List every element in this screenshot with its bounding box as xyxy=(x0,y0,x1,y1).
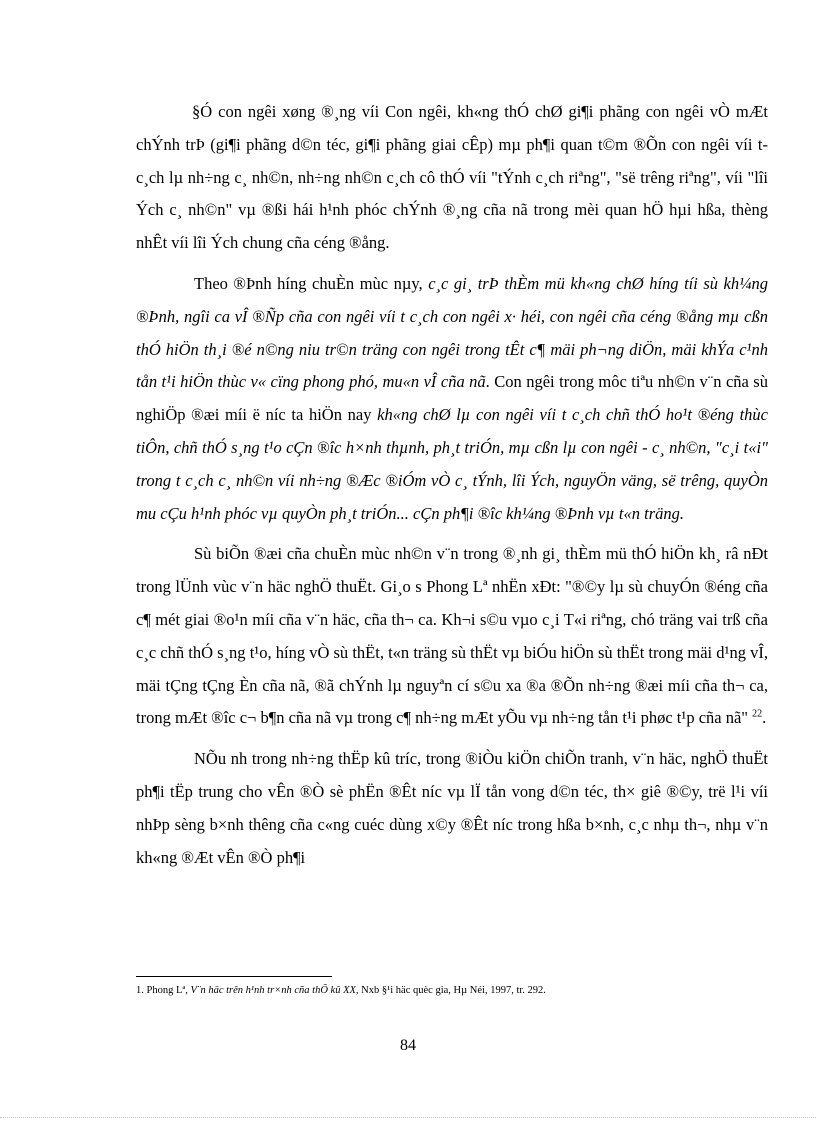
paragraph-1: §Ó con ngêi xøng ®¸ng víi Con ngêi, kh«ng thÓ chØ gi¶i phãng con ngêi vÒ mÆt chÝnh trÞ (gi¶i phãng d©n téc, gi¶i phãng giai cÊp) mµ ph¶i quan t©m ®Õn con ngêi víi t c¸ch lµ nh÷ng c¸ nh©n, nh÷ng nh©n c¸ch cô thÓ víi "tÝnh c¸ch riªng", "së trêng riªng", víi "lîi Ých c¸ nh©n" vµ ®ßi hái h¹nh phóc chÝnh ®¸ng cña nã trong mèi quan hÖ hµi hßa, thèng nhÊt víi lîi Ých chung cña céng ®ång. xyxy=(136,102,768,253)
footnote-separator xyxy=(136,976,332,977)
footnote-reference: 22 xyxy=(752,708,763,720)
page-number: 84 xyxy=(400,1037,416,1054)
paragraph-2-middle: . Con ngêi trong môc tiªu nh©n v¨n cña sù nghiÖp ®æi míi ë níc ta hiÖn nay xyxy=(136,372,768,425)
footnote-author: Phong Lª, xyxy=(146,985,188,996)
page-bottom-divider xyxy=(0,1117,816,1118)
footnote-title: V¨n häc trên h¹nh tr×nh cña thÕ kû XX, xyxy=(190,985,359,996)
paragraph-3: Sù biÕn ®æi cña chuÈn mùc nh©n v¨n trong ®¸nh gi¸ thÈm mü thÓ hiÖn kh¸ râ nÐt trong lÜnh vùc v¨n häc nghÖ thuËt. Gi¸o s Phong Lª nhËn xÐt: "®©y lµ sù chuyÓn ®éng cña c¶ mét giai ®o¹n míi cña v¨n häc, cña th¬ ca. Kh¬i s©u vµo c¸i T«i riªng, chó träng vai trß cña c¸c chñ thÓ s¸ng t¹o, híng vÒ sù thËt, t«n träng sù thËt vµ biÓu hiÖn sù thËt trong mäi d¹ng vÎ, mäi tÇng tÇng Èn cña nã, ®ã chÝnh lµ nguyªn cí s©u xa ®a ®Õn nh÷ng ®æi míi cña th¬ ca, trong mÆt ®îc c¬ b¶n cña nã vµ trong c¶ nh÷ng mÆt yÕu vµ nh÷ng tån t¹i phøc t¹p cña nã" $^{22}$. xyxy=(136,544,768,728)
body-text xyxy=(136,96,768,874)
paragraph-3-text: Sù biÕn ®æi cña chuÈn mùc nh©n v¨n trong ®¸nh gi¸ thÈm mü thÓ hiÖn kh¸ râ nÐt trong lÜnh vùc v¨n häc nghÖ thuËt. Gi¸o s Phong Lª nhËn xÐt: "®©y lµ sù chuyÓn ®éng cña c¶ mét giai ®o¹n míi cña v¨n häc, cña th¬ ca. Kh¬i s©u vµo c¸i T«i riªng, chó träng vai trß cña c¸c chñ thÓ s¸ng t¹o, híng vÒ sù thËt, t«n träng sù thËt vµ biÓu hiÖn sù thËt trong mäi d¹ng vÎ, mäi tÇng tÇng Èn cña nã, ®ã chÝnh lµ nguyªn cí s©u xa ®a ®Õn nh÷ng ®æi míi cña th¬ ca, trong mÆt ®îc c¬ b¶n cña nã vµ trong c¶ nh÷ng mÆt yÕu vµ nh÷ng tån t¹i phøc t¹p cña nã" xyxy=(136,544,768,728)
paragraph-2 xyxy=(136,268,768,530)
footnote-publisher: Nxb §¹i häc quèc gia, Hµ Néi, 1997, tr. 292. xyxy=(361,985,546,996)
footnote-number: 1. xyxy=(136,985,144,996)
footnote xyxy=(136,984,776,998)
paragraph-2-emphasis-1: c¸c gi¸ trÞ thÈm mü kh«ng chØ híng tíi sù kh¼ng ®Þnh, ngîi ca vÎ ®Ñp cña con ngêi víi t c¸ch con ngêi x· héi, con ngêi cña céng ®ång mµ cßn thÓ hiÖn th¸i ®é n©ng niu tr©n träng con ngêi trong tÊt c¶ mäi ph¬ng diÖn, mäi khÝa c¹nh tån t¹i hiÖn thùc v« cïng phong phó, mu«n vÎ cña nã xyxy=(136,273,768,392)
paragraph-4: NÕu nh trong nh÷ng thËp kû tríc, trong ®iÒu kiÖn chiÕn tranh, v¨n häc, nghÖ thuËt ph¶i tËp trung cho vÊn ®Ò sè phËn ®Êt níc vµ lÏ tån vong d©n téc, th× giê ®©y, trë l¹i víi nhÞp sèng b×nh thêng cña c«ng cuéc dùng x©y ®Êt níc trong hßa b×nh, c¸c nhµ th¬, nhµ v¨n kh«ng ®Æt vÊn ®Ò ph¶i xyxy=(136,749,768,867)
paragraph-2-intro: Theo ®Þnh híng chuÈn mùc nµy, xyxy=(194,273,429,293)
paragraph-2-emphasis-2: kh«ng chØ lµ con ngêi víi t c¸ch chñ thÓ ho¹t ®éng thùc tiÔn, chñ thÓ s¸ng t¹o cÇn ®îc h×nh thµnh, ph¸t triÓn, mµ cßn lµ con ngêi - c¸ nh©n, "c¸i t«i" trong t c¸ch c¸ nh©n víi nh÷ng ®Æc ®iÓm vÒ c¸ tÝnh, lîi Ých, nguyÖn väng, së trêng, quyÒn mu cÇu h¹nh phóc vµ quyÒn ph¸t triÓn... cÇn ph¶i ®îc kh¼ng ®Þnh vµ t«n träng. xyxy=(136,405,769,523)
